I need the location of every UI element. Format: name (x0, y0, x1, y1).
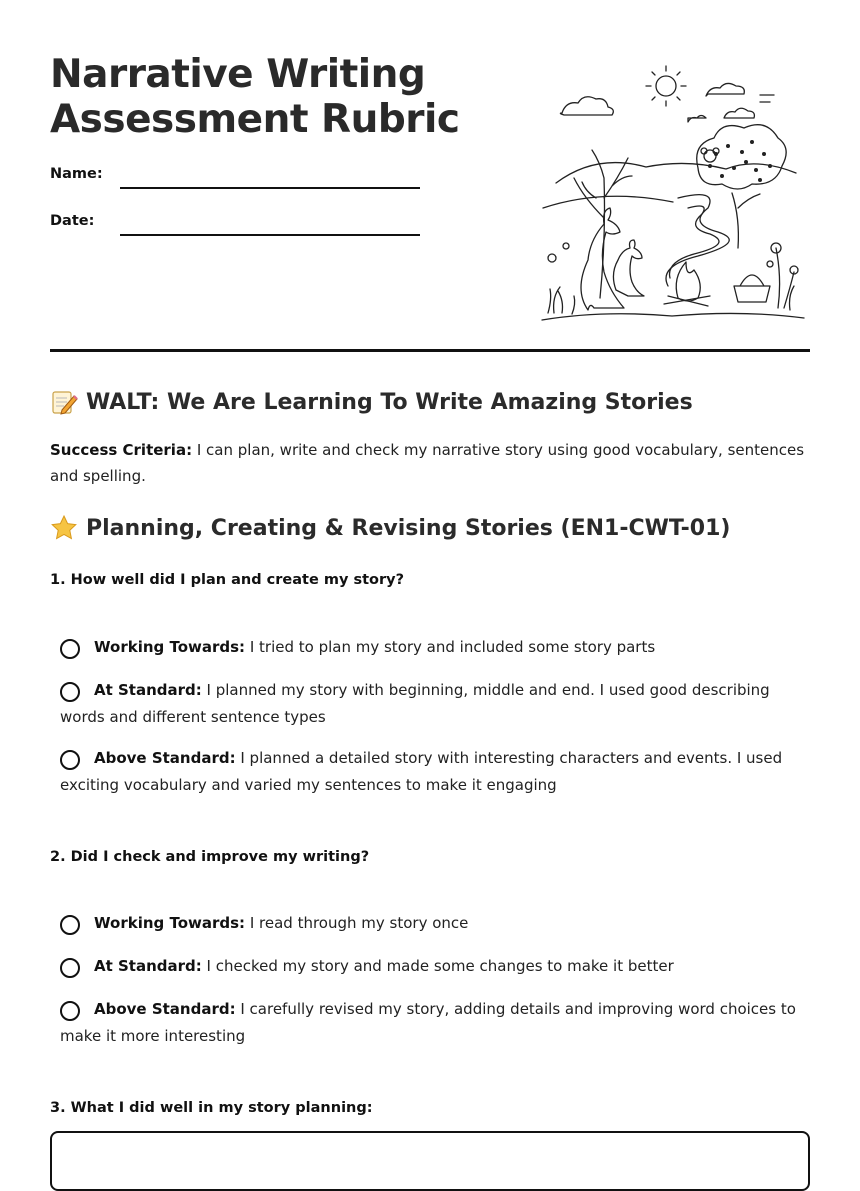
cloud-icon (688, 116, 706, 123)
level-description: I planned a detailed story with interesting characters and events. I used exciting vocabulary and varied my sentences to make it engaging (60, 749, 783, 794)
page-title: Narrative Writing Assessment Rubric (50, 52, 460, 142)
name-label: Name: (50, 166, 103, 182)
radio-button[interactable] (60, 915, 80, 935)
level-description: I checked my story and made some changes to make it better (201, 957, 674, 975)
name-field[interactable] (120, 187, 420, 189)
radio-button[interactable] (60, 639, 80, 659)
section-heading (50, 514, 730, 542)
q2-option-at-standard[interactable] (60, 953, 800, 980)
level-label: Working Towards: (94, 914, 246, 932)
walt-heading-text: WALT: We Are Learning To Write Amazing Stories (86, 389, 693, 415)
memo-pencil-icon (50, 388, 78, 416)
outback-scene-illustration (538, 58, 808, 323)
question-1: 1. How well did I plan and create my story? (50, 572, 404, 588)
cloud-icon (560, 97, 613, 115)
success-criteria-text: I can plan, write and check my narrative story using good vocabulary, sentences and spelling. (50, 441, 805, 485)
walt-heading (50, 388, 693, 416)
q1-option-above-standard[interactable] (60, 745, 800, 799)
radio-button[interactable] (60, 958, 80, 978)
level-description: I planned my story with beginning, middle and end. I used good describing words and different sentence types (60, 681, 770, 726)
level-description: I carefully revised my story, adding details and improving word choices to make it more interesting (60, 1000, 796, 1045)
sun-icon (646, 66, 686, 106)
q2-option-above-standard[interactable] (60, 996, 800, 1050)
q1-option-working-towards[interactable] (60, 634, 800, 661)
date-label: Date: (50, 213, 95, 229)
rubric-page (50, 0, 810, 1161)
cloud-icon (724, 108, 754, 118)
success-criteria (50, 437, 810, 489)
cloud-icon (706, 83, 744, 96)
level-label: Above Standard: (94, 1000, 236, 1018)
success-criteria-label: Success Criteria: (50, 441, 193, 459)
star-icon (50, 514, 78, 542)
q2-option-working-towards[interactable] (60, 910, 800, 937)
question-2: 2. Did I check and improve my writing? (50, 849, 370, 865)
radio-button[interactable] (60, 1001, 80, 1021)
level-description: I tried to plan my story and included some story parts (245, 638, 656, 656)
level-label: At Standard: (94, 957, 202, 975)
story-planning-answer-box[interactable] (50, 1131, 810, 1191)
date-field[interactable] (120, 234, 420, 236)
question-3: 3. What I did well in my story planning: (50, 1100, 373, 1116)
level-label: Above Standard: (94, 749, 236, 767)
header-divider (50, 349, 810, 352)
level-label: At Standard: (94, 681, 202, 699)
section-heading-text: Planning, Creating & Revising Stories (EN1-CWT-01) (86, 515, 731, 541)
q1-option-at-standard[interactable] (60, 677, 800, 731)
radio-button[interactable] (60, 750, 80, 770)
level-label: Working Towards: (94, 638, 246, 656)
level-description: I read through my story once (245, 914, 469, 932)
radio-button[interactable] (60, 682, 80, 702)
